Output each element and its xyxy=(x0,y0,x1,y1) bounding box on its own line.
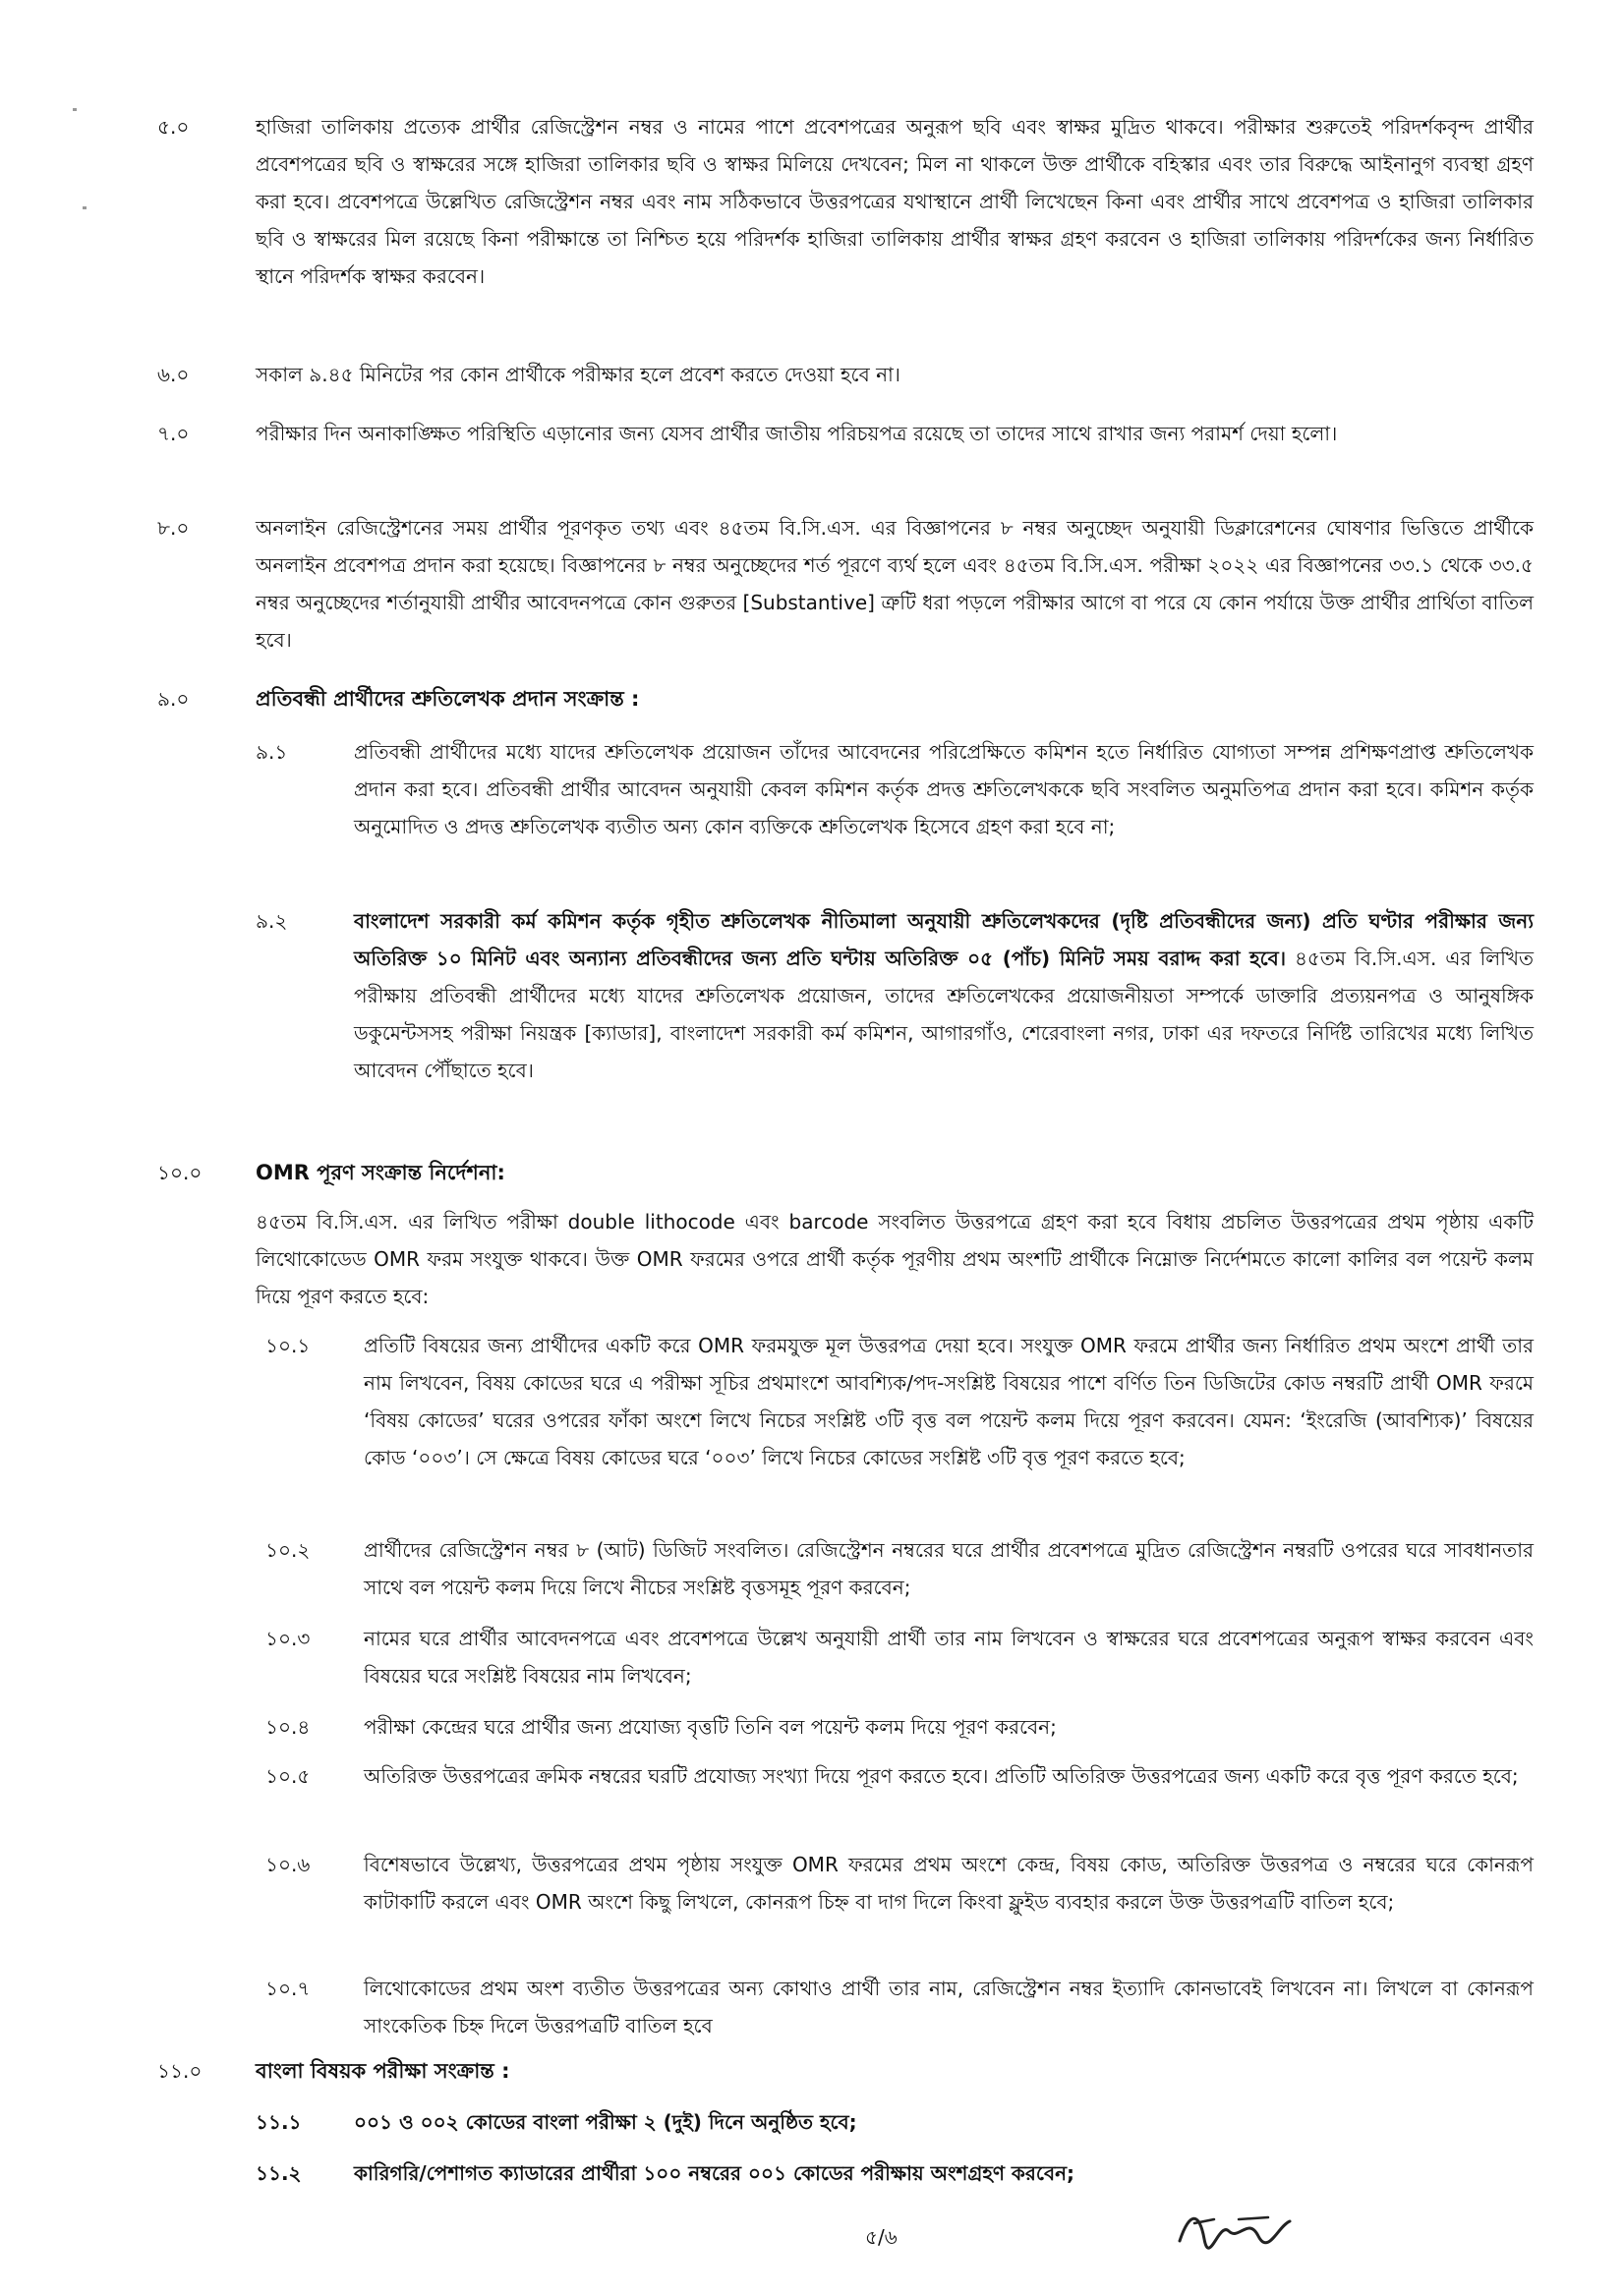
section-number: ১০.০ xyxy=(157,1161,203,1184)
section-number: ৮.০ xyxy=(157,516,190,540)
subsection-number: ১০.৫ xyxy=(265,1764,311,1788)
section-5 xyxy=(157,108,1534,295)
page-number: ৫/৬ xyxy=(865,2225,898,2249)
section-number: ৯.০ xyxy=(157,687,190,711)
subsection-11-2 xyxy=(256,2154,1534,2192)
section-10 xyxy=(157,1154,1534,1191)
scan-speck xyxy=(83,206,87,209)
subsection-text: ০০১ ও ০০২ কোডের বাংলা পরীক্ষা ২ (দুই) দিনে অনুষ্ঠিত হবে; xyxy=(354,2110,857,2134)
subsection-10-4 xyxy=(265,1708,1534,1746)
subsection-number: ১০.৩ xyxy=(265,1627,311,1650)
section-number: ৬.০ xyxy=(157,363,190,386)
subsection-bold-text: বাংলাদেশ সরকারী কর্ম কমিশন কর্তৃক গৃহীত শ্রুতিলেখক নীতিমালা অনুযায়ী শ্রুতিলেখকদের (দৃষ্টি প্রতিবন্ধীদের জন্য) প্রতি ঘণ্টার পরীক্ষার জন্য অতিরিক্ত ১০ মিনিট এবং অন্যান্য প্রতিবন্ধীদের জন্য প্রতি ঘন্টায় অতিরিক্ত ০৫ (পাঁচ) মিনিট সময় বরাদ্দ করা হবে। xyxy=(354,909,1534,970)
section-text: হাজিরা তালিকায় প্রত্যেক প্রার্থীর রেজিস্ট্রেশন নম্বর ও নামের পাশে প্রবেশপত্রের অনুরূপ ছবি এবং স্বাক্ষর মুদ্রিত থাকবে। পরীক্ষার শুরুতেই পরিদর্শকবৃন্দ প্রার্থীর প্রবেশপত্রের ছবি ও স্বাক্ষরের সঙ্গে হাজিরা তালিকার ছবি ও স্বাক্ষর মিলিয়ে দেখবেন; মিল না থাকলে উক্ত প্রার্থীকে বহিস্কার এবং তার বিরুদ্ধে আইনানুগ ব্যবস্থা গ্রহণ করা হবে। প্রবেশপত্রে উল্লেখিত রেজিস্ট্রেশন নম্বর এবং নাম সঠিকভাবে উত্তরপত্রের যথাস্থানে প্রার্থী লিখেছেন কিনা এবং প্রার্থীর সাথে প্রবেশপত্র ও হাজিরা তালিকার ছবি ও স্বাক্ষরের মিল রয়েছে কিনা পরীক্ষান্তে তা নিশ্চিত হয়ে পরিদর্শক হাজিরা তালিকায় প্রার্থীর স্বাক্ষর গ্রহণ করবেন ও হাজিরা তালিকায় পরিদর্শকের জন্য নির্ধারিত স্থানে পরিদর্শক স্বাক্ষর করবেন। xyxy=(256,115,1534,288)
subsection-text: প্রতিবন্ধী প্রার্থীদের মধ্যে যাদের শ্রুতিলেখক প্রয়োজন তাঁদের আবেদনের পরিপ্রেক্ষিতে কমিশন হতে নির্ধারিত যোগ্যতা সম্পন্ন প্রশিক্ষণপ্রাপ্ত শ্রুতিলেখক প্রদান করা হবে। প্রতিবন্ধী প্রার্থীর আবেদন অনুযায়ী কেবল কমিশন কর্তৃক প্রদত্ত শ্রুতিলেখককে ছবি সংবলিত অনুমতিপত্র প্রদান করা হবে। কমিশন কর্তৃক অনুমোদিত ও প্রদত্ত শ্রুতিলেখক ব্যতীত অন্য কোন ব্যক্তিকে শ্রুতিলেখক হিসেবে গ্রহণ করা হবে না; xyxy=(354,740,1534,838)
subsection-number: ১০.১ xyxy=(265,1334,311,1357)
subsection-text: লিথোকোডের প্রথম অংশ ব্যতীত উত্তরপত্রের অন্য কোথাও প্রার্থী তার নাম, রেজিস্ট্রেশন নম্বর ইত্যাদি কোনভাবেই লিখবেন না। লিখলে বা কোনরূপ সাংকেতিক চিহ্ন দিলে উত্তরপত্রটি বাতিল হবে xyxy=(364,1977,1534,2038)
subsection-number: ১০.৭ xyxy=(265,1977,311,2000)
subsection-number: ১১.১ xyxy=(256,2110,302,2134)
subsection-9-1 xyxy=(256,733,1534,845)
section-number: ৫.০ xyxy=(157,115,190,139)
section-text: পরীক্ষার দিন অনাকাঙ্ক্ষিত পরিস্থিতি এড়ানোর জন্য যেসব প্রার্থীর জাতীয় পরিচয়পত্র রয়েছে তা তাদের সাথে রাখার জন্য পরামর্শ দেয়া হলো। xyxy=(256,422,1338,445)
section-8 xyxy=(157,509,1534,659)
section-9 xyxy=(157,680,1534,718)
section-11 xyxy=(157,2052,1534,2090)
subsection-number: ১০.৬ xyxy=(265,1853,311,1876)
subsection-10-3 xyxy=(265,1620,1534,1694)
section-6 xyxy=(157,356,1534,393)
subsection-number: ৯.১ xyxy=(256,740,288,764)
section-number: ৭.০ xyxy=(157,422,190,445)
subsection-number: ১০.৪ xyxy=(265,1715,311,1739)
section-text: অনলাইন রেজিস্ট্রেশনের সময় প্রার্থীর পূরণকৃত তথ্য এবং ৪৫তম বি.সি.এস. এর বিজ্ঞাপনের ৮ নম্বর অনুচ্ছেদ অনুযায়ী ডিক্লারেশনের ঘোষণার ভিত্তিতে প্রার্থীকে অনলাইন প্রবেশপত্র প্রদান করা হয়েছে। বিজ্ঞাপনের ৮ নম্বর অনুচ্ছেদের শর্ত পূরণে ব্যর্থ হলে এবং ৪৫তম বি.সি.এস. পরীক্ষা ২০২২ এর বিজ্ঞাপনের ৩৩.১ থেকে ৩৩.৫ নম্বর অনুচ্ছেদের শর্তানুযায়ী প্রার্থীর আবেদনপত্রে কোন গুরুতর [Substantive] ত্রুটি ধরা পড়লে পরীক্ষার আগে বা পরে যে কোন পর্যায়ে উক্ত প্রার্থীর প্রার্থিতা বাতিল হবে। xyxy=(256,516,1534,652)
subsection-text xyxy=(354,902,1534,1089)
section-heading: OMR পূরণ সংক্রান্ত নির্দেশনা: xyxy=(256,1161,505,1184)
section-heading: বাংলা বিষয়ক পরীক্ষা সংক্রান্ত : xyxy=(256,2059,510,2083)
subsection-10-7 xyxy=(265,1970,1534,2044)
subsection-regular-text: ৪৫তম বি.সি.এস. এর লিখিত পরীক্ষায় প্রতিবন্ধী প্রার্থীদের মধ্যে যাদের শ্রুতিলেখক প্রয়োজন, তাদের শ্রুতিলেখকের প্রয়োজনীয়তা সম্পর্কে ডাক্তারি প্রত্যয়নপত্র ও আনুষঙ্গিক ডকুমেন্টসসহ পরীক্ষা নিয়ন্ত্রক [ক্যাডার], বাংলাদেশ সরকারী কর্ম কমিশন, আগারগাঁও, শেরেবাংলা নগর, ঢাকা এর দফতরে নির্দিষ্ট তারিখের মধ্যে লিখিত আবেদন পৌঁছাতে হবে। xyxy=(354,947,1534,1082)
section-text: সকাল ৯.৪৫ মিনিটের পর কোন প্রার্থীকে পরীক্ষার হলে প্রবেশ করতে দেওয়া হবে না। xyxy=(256,363,900,386)
subsection-text: প্রার্থীদের রেজিস্ট্রেশন নম্বর ৮ (আট) ডিজিট সংবলিত। রেজিস্ট্রেশন নম্বরের ঘরে প্রার্থীর প্রবেশপত্রে মুদ্রিত রেজিস্ট্রেশন নম্বরটি ওপরের ঘরে সাবধানতার সাথে বল পয়েন্ট কলম দিয়ে লিখে নীচের সংশ্লিষ্ট বৃত্তসমূহ পূরণ করবেন; xyxy=(364,1538,1534,1599)
subsection-10-6 xyxy=(265,1846,1534,1921)
section-10-intro xyxy=(256,1203,1534,1315)
section-heading: প্রতিবন্ধী প্রার্থীদের শ্রুতিলেখক প্রদান সংক্রান্ত : xyxy=(256,687,640,711)
subsection-number: ৯.২ xyxy=(256,909,288,933)
section-text: ৪৫তম বি.সি.এস. এর লিখিত পরীক্ষা double lithocode এবং barcode সংবলিত উত্তরপত্রে গ্রহণ করা হবে বিধায় প্রচলিত উত্তরপত্রের প্রথম পৃষ্ঠায় একটি লিথোকোডেড OMR ফরম সংযুক্ত থাকবে। উক্ত OMR ফরমের ওপরে প্রার্থী কর্তৃক পূরণীয় প্রথম অংশটি প্রার্থীকে নিম্নোক্ত নির্দেশমতে কালো কালির বল পয়েন্ট কলম দিয়ে পূরণ করতে হবে: xyxy=(256,1210,1534,1308)
subsection-10-5 xyxy=(265,1757,1534,1795)
subsection-10-2 xyxy=(265,1531,1534,1606)
section-number: ১১.০ xyxy=(157,2059,203,2083)
subsection-text: অতিরিক্ত উত্তরপত্রের ক্রমিক নম্বরের ঘরটি প্রযোজ্য সংখ্যা দিয়ে পূরণ করতে হবে। প্রতিটি অতিরিক্ত উত্তরপত্রের জন্য একটি করে বৃত্ত পূরণ করতে হবে; xyxy=(364,1764,1519,1788)
subsection-11-1 xyxy=(256,2103,1534,2141)
subsection-10-1 xyxy=(265,1327,1534,1476)
subsection-text: নামের ঘরে প্রার্থীর আবেদনপত্রে এবং প্রবেশপত্রে উল্লেখ অনুযায়ী প্রার্থী তার নাম লিখবেন ও স্বাক্ষরের ঘরে প্রবেশপত্রের অনুরূপ স্বাক্ষর করবেন এবং বিষয়ের ঘরে সংশ্লিষ্ট বিষয়ের নাম লিখবেন; xyxy=(364,1627,1534,1688)
scan-speck xyxy=(73,108,77,111)
subsection-9-2 xyxy=(256,902,1534,1089)
section-7 xyxy=(157,415,1534,452)
signature-mark xyxy=(1170,2202,1298,2261)
subsection-number: ১০.২ xyxy=(265,1538,311,1562)
subsection-text: পরীক্ষা কেন্দ্রের ঘরে প্রার্থীর জন্য প্রযোজ্য বৃত্তটি তিনি বল পয়েন্ট কলম দিয়ে পূরণ করবেন; xyxy=(364,1715,1057,1739)
subsection-text: বিশেষভাবে উল্লেখ্য, উত্তরপত্রের প্রথম পৃষ্ঠায় সংযুক্ত OMR ফরমের প্রথম অংশে কেন্দ্র, বিষয় কোড, অতিরিক্ত উত্তরপত্র ও নম্বরের ঘরে কোনরূপ কাটাকাটি করলে এবং OMR অংশে কিছু লিখলে, কোনরূপ চিহ্ন বা দাগ দিলে কিংবা ফ্লুইড ব্যবহার করলে উক্ত উত্তরপত্রটি বাতিল হবে; xyxy=(364,1853,1534,1914)
subsection-text: প্রতিটি বিষয়ের জন্য প্রার্থীদের একটি করে OMR ফরমযুক্ত মূল উত্তরপত্র দেয়া হবে। সংযুক্ত OMR ফরমে প্রার্থীর জন্য নির্ধারিত প্রথম অংশে প্রার্থী তার নাম লিখবেন, বিষয় কোডের ঘরে এ পরীক্ষা সূচির প্রথমাংশে আবশ্যিক/পদ-সংশ্লিষ্ট বিষয়ের পাশে বর্ণিত তিন ডিজিটের কোড নম্বরটি প্রার্থী OMR ফরমে ‘বিষয় কোডের’ ঘরের ওপরের ফাঁকা অংশে লিখে নিচের সংশ্লিষ্ট ৩টি বৃত্ত বল পয়েন্ট কলম দিয়ে পূরণ করবেন। যেমন: ‘ইংরেজি (আবশ্যিক)’ বিষয়ের কোড ‘০০৩’। সে ক্ষেত্রে বিষয় কোডের ঘরে ‘০০৩’ লিখে নিচের কোডের সংশ্লিষ্ট ৩টি বৃত্ত পূরণ করতে হবে; xyxy=(364,1334,1534,1469)
subsection-number: ১১.২ xyxy=(256,2161,302,2185)
subsection-text: কারিগরি/পেশাগত ক্যাডারের প্রার্থীরা ১০০ নম্বরের ০০১ কোডের পরীক্ষায় অংশগ্রহণ করবেন; xyxy=(354,2161,1075,2185)
